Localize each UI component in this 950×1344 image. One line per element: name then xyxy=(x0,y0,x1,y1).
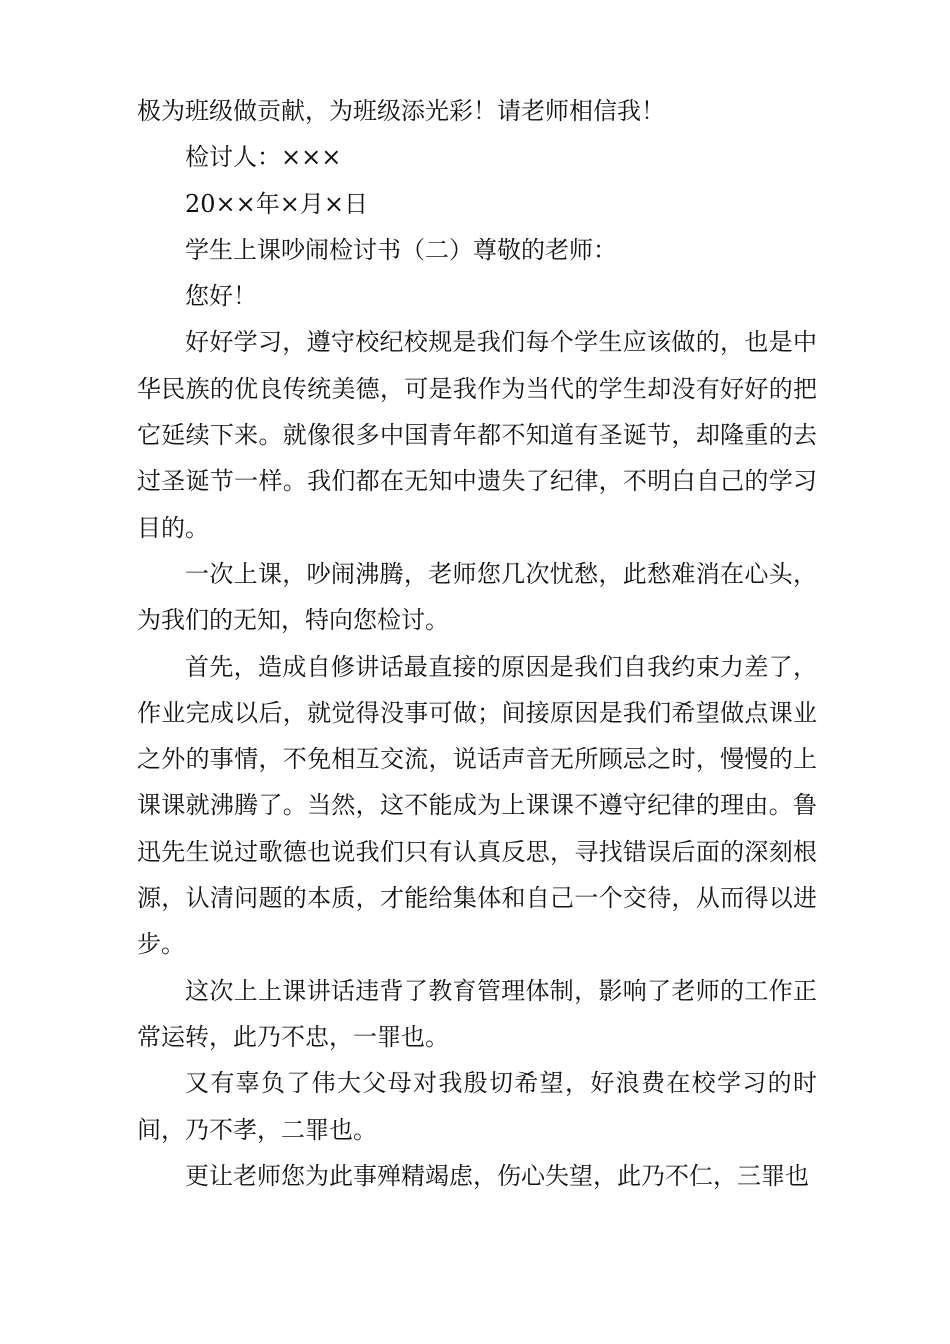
signature-line: 检讨人：××× xyxy=(185,143,342,172)
paragraph: 一次上课，吵闹沸腾，老师您几次忧愁，此愁难消在心头，为我们的无知，特向您检讨。 xyxy=(137,559,817,635)
section-title: 学生上课吵闹检讨书（二）尊敬的老师： xyxy=(185,235,617,264)
document-body xyxy=(137,88,817,1199)
paragraph: 更让老师您为此事殚精竭虑，伤心失望，此乃不仁，三罪也 xyxy=(185,1161,809,1190)
paragraph: 这次上上课讲话违背了教育管理体制，影响了老师的工作正常运转，此乃不忠，一罪也。 xyxy=(137,976,817,1051)
paragraph: 好好学习，遵守校纪校规是我们每个学生应该做的，也是中华民族的优良传统美德，可是我作为当代的学生却没有好好的把它延续下来。就像很多中国青年都不知道有圣诞节，却隆重的去过圣诞节一样。我们都在无知中遗失了纪律，不明白自己的学习目的。 xyxy=(137,328,817,542)
greeting: 您好！ xyxy=(185,282,257,311)
paragraph-continuation: 极为班级做贡献，为班级添光彩！请老师相信我！ xyxy=(137,97,665,125)
paragraph: 首先，造成自修讲话最直接的原因是我们自我约束力差了，作业完成以后，就觉得没事可做；间接原因是我们希望做点课业之外的事情，不免相互交流，说话声音无所顾忌之时，慢慢的上课课就沸腾了。当然，这不能成为上课课不遵守纪律的理由。鲁迅先生说过歌德也说我们只有认真反思，寻找错误后面的深刻根源，认清问题的本质，才能给集体和自己一个交待，从而得以进步。 xyxy=(137,652,817,959)
date-line: 20××年×月×日 xyxy=(185,189,368,218)
paragraph: 又有辜负了伟大父母对我殷切希望，好浪费在校学习的时间，乃不孝，二罪也。 xyxy=(137,1069,817,1144)
